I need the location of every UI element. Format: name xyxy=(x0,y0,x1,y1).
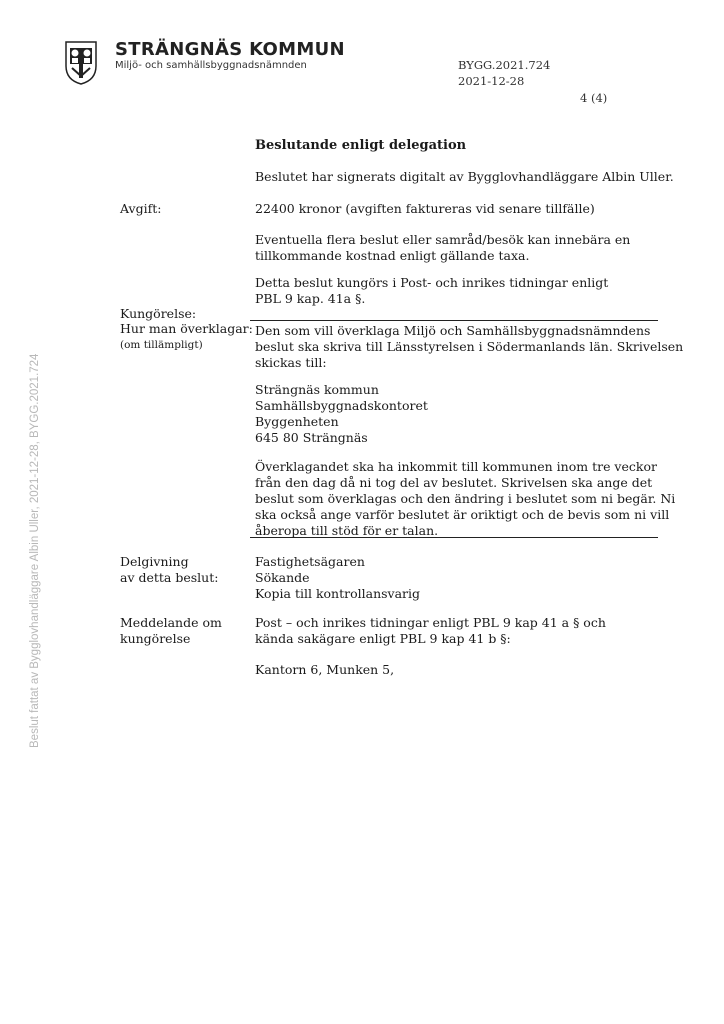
appeal-instructions-line: beslut som överklagas och den ändring i beslutet som ni begär. Ni xyxy=(255,491,676,506)
section-heading: Beslutande enligt delegation xyxy=(255,138,467,153)
notice-label: Meddelande om xyxy=(120,615,222,630)
appeal-intro-line: Den som vill överklaga Miljö och Samhällsbyggnadsnämndens xyxy=(255,323,651,338)
fee-amount: 22400 kronor (avgiften faktureras vid senare tillfälle) xyxy=(255,201,595,216)
organization-subtitle: Miljö- och samhällsbyggnadsnämnden xyxy=(115,60,307,71)
address-line: 645 80 Strängnäs xyxy=(255,430,368,445)
appeal-label: Hur man överklagar: xyxy=(120,321,253,336)
signature-side-text: Beslut fattat av Bygglovhandläggare Albin Uller, 2021-12-28, BYGG.2021.724 xyxy=(29,353,41,748)
appeal-instructions-line: ska också ange varför beslutet är oriktigt och de bevis som ni vill xyxy=(255,507,670,522)
appeal-instructions-line: åberopa till stöd för er talan. xyxy=(255,523,439,538)
announcement-line: PBL 9 kap. 41a §. xyxy=(255,291,366,306)
announcement-line: Detta beslut kungörs i Post- och inrikes tidningar enligt xyxy=(255,275,609,290)
address-line: Samhällsbyggnadskontoret xyxy=(255,398,428,413)
organization-name: STRÄNGNÄS KOMMUN xyxy=(115,39,345,60)
recipient-item: Kopia till kontrollansvarig xyxy=(255,586,421,601)
address-line: Byggenheten xyxy=(255,414,339,429)
appeal-label-note: (om tillämpligt) xyxy=(120,339,203,351)
appeal-top-rule xyxy=(250,320,658,321)
appeal-intro-line: beslut ska skriva till Länsstyrelsen i Södermanlands län. Skrivelsen xyxy=(255,339,684,354)
notice-line: Post – och inrikes tidningar enligt PBL 9 kap 41 a § och xyxy=(255,615,606,630)
coat-of-arms-icon xyxy=(64,40,98,86)
fee-note-line: Eventuella flera beslut eller samråd/besök kan innebära en xyxy=(255,232,631,247)
appeal-instructions-line: Överklagandet ska ha inkommit till kommunen inom tre veckor xyxy=(255,459,657,474)
page-number: 4 (4) xyxy=(580,91,608,105)
notice-line: kända sakägare enligt PBL 9 kap 41 b §: xyxy=(255,631,511,646)
signed-statement: Beslutet har signerats digitalt av Bygglovhandläggare Albin Uller. xyxy=(255,169,674,184)
service-label: av detta beslut: xyxy=(120,570,219,585)
appeal-instructions-line: från den dag då ni tog del av beslutet. Skrivelsen ska ange det xyxy=(255,475,653,490)
recipient-item: Sökande xyxy=(255,570,310,585)
appeal-intro-line: skickas till: xyxy=(255,355,327,370)
service-label: Delgivning xyxy=(120,554,189,569)
announcement-label: Kungörelse: xyxy=(120,306,197,321)
case-reference: BYGG.2021.724 xyxy=(458,58,551,72)
fee-label: Avgift: xyxy=(120,201,162,216)
address-line: Strängnäs kommun xyxy=(255,382,379,397)
affected-properties: Kantorn 6, Munken 5, xyxy=(255,662,395,677)
notice-label: kungörelse xyxy=(120,631,191,646)
fee-note-line: tillkommande kostnad enligt gällande taxa. xyxy=(255,248,530,263)
document-date: 2021-12-28 xyxy=(458,74,525,88)
recipient-item: Fastighetsägaren xyxy=(255,554,365,569)
